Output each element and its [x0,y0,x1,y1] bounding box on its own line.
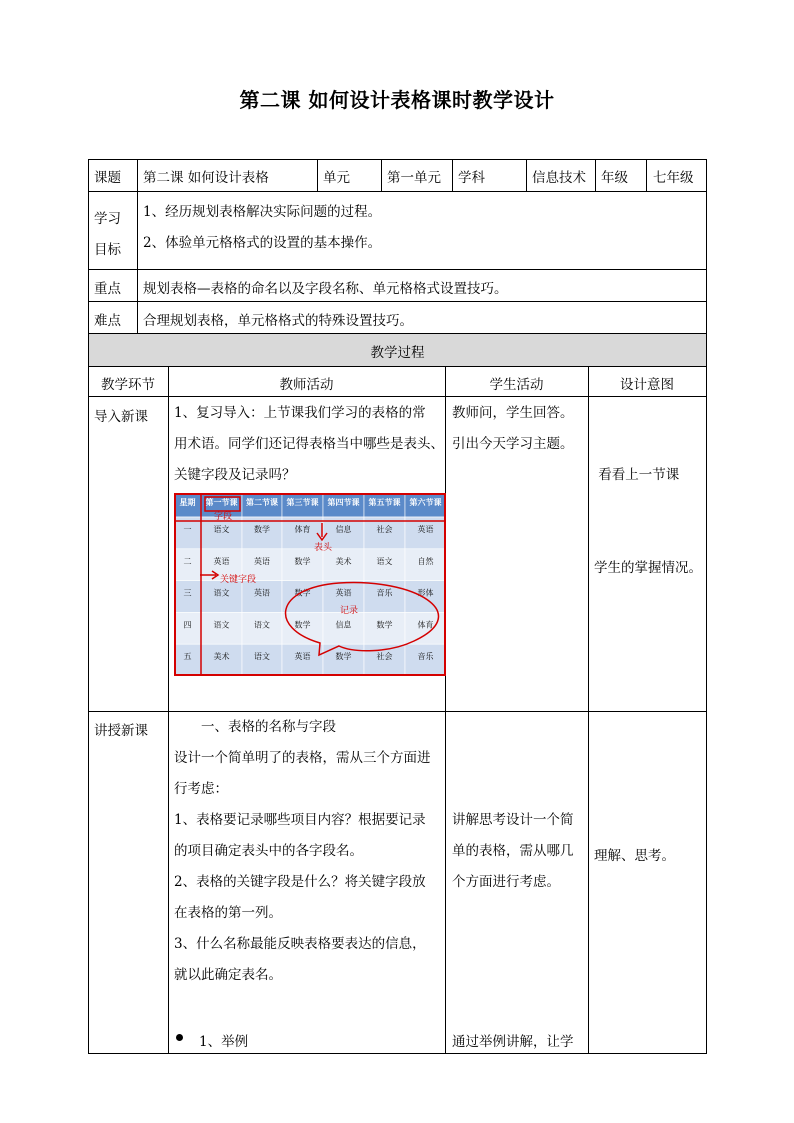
timetable-screenshot [174,493,446,676]
timetable-cell-text: 语文 [254,652,270,662]
timetable-cell-text: 英语 [254,556,270,566]
timetable-header-text: 第二节课 [246,498,278,507]
timetable-cell-text: 社会 [376,652,393,662]
timetable-cell-text: 数学 [376,620,393,630]
timetable-cell-text: 数学 [335,652,352,662]
lecture-stage: 讲授新课 [94,723,148,739]
topic-label: 课题 [94,170,121,186]
timetable-cell-text: 音乐 [376,588,393,598]
timetable-cell-text: 二 [183,556,192,566]
grade-label: 年级 [601,170,628,186]
intro-intent-text: 看看上一节课 学生的掌握情况。 [594,467,702,576]
grade-value: 七年级 [653,170,694,186]
timetable-cell-text: 美术 [213,652,230,662]
intro-stage: 导入新课 [94,409,148,425]
key-point-text: 规划表格—表格的命名以及字段名称、单元格格式设置技巧。 [143,281,508,297]
goals-label-line1: 学习 [94,211,121,227]
annotation-key-field: 关键字段 [220,575,257,585]
timetable-cell-text: 语文 [254,620,270,630]
unit-value: 第一单元 [387,170,441,186]
lecture-intent: 理解、思考。 [594,848,675,864]
timetable-cell-text: 体育 [417,620,434,630]
goal-item: 1、经历规划表格解决实际问题的过程。 [143,204,382,220]
column-header-student: 学生活动 [489,377,544,393]
process-header: 教学过程 [370,345,425,361]
timetable-cell-text: 英语 [417,525,434,534]
lecture-bullet-text: 1、举例 [199,1034,249,1050]
column-header-intent: 设计意图 [620,377,674,393]
intro-teacher-text: 1、复习导入：上节课我们学习的表格的常 用术语。同学们还记得表格当中哪些是表头、 关键字段及记录吗？ [174,405,444,483]
annotation-field: 字段 [214,512,233,522]
goal-item: 2、体验单元格格式的设置的基本操作。 [143,235,382,251]
timetable-header-text: 星期 [179,498,196,507]
difficulty-label: 难点 [94,313,121,329]
timetable-cell-text: 英语 [254,588,270,598]
timetable-header-text: 第四节课 [327,498,360,507]
lecture-teacher-text: 一、表格的名称与字段 设计一个简单明了的表格，需从三个方面进 行考虑： 1、表格要记录哪些项目内容？根据要记录 的项目确定表头中的各字段名。 2、表格的关键字段是什么？将关键字段放 在表格的第一列。 3、什么名称最能反映表格要表达的信息， 就以此确定表名。 [174,719,431,983]
timetable-cell-text: 英语 [213,556,230,566]
timetable-cell-text: 数学 [294,588,311,598]
timetable-header-text: 第三节课 [286,498,319,507]
timetable-header-text: 第六节课 [409,498,442,507]
timetable-cell-text: 四 [183,620,192,630]
page-title: 第二课 如何设计表格课时教学设计 [239,88,555,112]
lecture-student-bottom: 通过举例讲解，让学 [452,1034,574,1050]
timetable-cell-text: 三 [183,588,192,598]
intro-student-text: 教师问，学生回答。 引出今天学习主题。 [452,405,574,452]
timetable-cell-text: 语文 [213,620,230,630]
timetable-cell-text: 英语 [335,588,352,598]
timetable-header-text: 第五节课 [368,498,401,507]
goals-label-line2: 目标 [94,242,121,258]
timetable-cell-text: 语文 [213,525,230,534]
difficulty-text: 合理规划表格，单元格格式的特殊设置技巧。 [143,313,413,329]
timetable-cell-text: 一 [183,525,192,534]
timetable-cell-text: 语文 [213,588,230,598]
key-point-label: 重点 [94,281,121,297]
timetable-cell-text: 形体 [417,588,434,598]
timetable-cell-text: 数学 [294,556,311,566]
lecture-student-text: 讲解思考设计一个简 单的表格，需从哪几 个方面进行考虑。 [452,812,574,890]
annotation-record: 记录 [340,606,359,616]
subject-value: 信息技术 [532,170,586,186]
timetable-cell-text: 数学 [254,525,270,534]
column-header-stage: 教学环节 [101,377,155,393]
timetable-cell-text: 英语 [294,652,311,662]
subject-label: 学科 [458,170,485,186]
timetable-cell-text: 数学 [294,620,311,630]
timetable-cell-text: 语文 [376,556,393,566]
timetable-cell-text: 信息 [335,620,352,630]
timetable-cell-text: 自然 [417,556,434,566]
timetable-cell-text: 体育 [294,525,311,534]
bullet-dot-icon [176,1034,183,1041]
column-header-teacher: 教师活动 [279,377,334,393]
annotation-header: 表头 [314,543,333,553]
topic-value: 第二课 如何设计表格 [143,170,269,186]
timetable-cell-text: 音乐 [417,652,434,662]
unit-label: 单元 [323,170,350,186]
timetable-cell-text: 五 [183,652,192,662]
timetable-cell-text: 社会 [376,525,393,534]
timetable-header-text: 第一节课 [205,498,238,507]
timetable-cell-text: 信息 [335,525,352,534]
timetable-cell-text: 美术 [335,556,352,566]
